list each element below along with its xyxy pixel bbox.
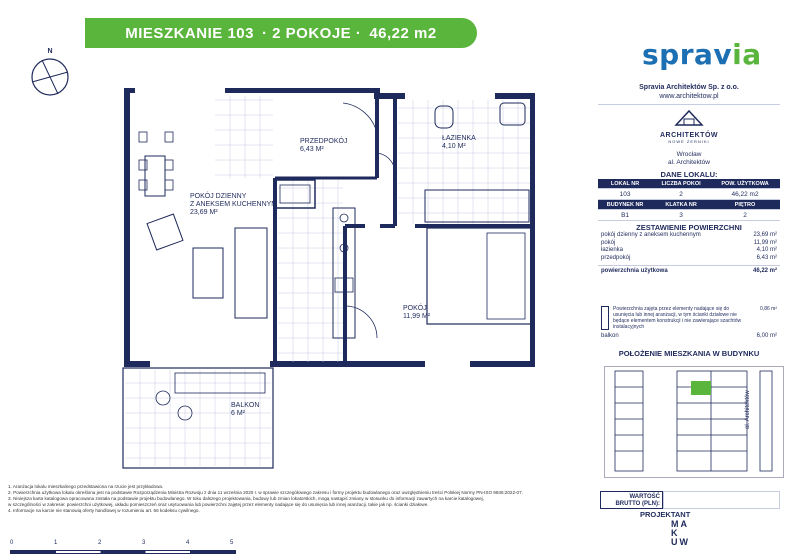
balkon-row: balkon 6,00 m²: [601, 332, 777, 339]
scale-bar: 0 1 2 3 4 5: [10, 540, 250, 556]
room-dzienny: POKÓJ DZIENNY Z ANEKSEM KUCHENNYM 23,69 M²: [190, 193, 278, 216]
spravia-logo: spravia: [642, 38, 762, 71]
partition-icon: [601, 306, 609, 330]
partitions-note: Powierzchnia zajęta przez elementy nadające się do usunięcia lub innej aranżacji, w tym ścianki działowe nie będące elementem konstrukcji i nie zawierające szachtów instalacyjnych 0,86 m²: [598, 306, 780, 330]
projektant-logo: MA K UW: [671, 519, 690, 547]
wartosc-label: WARTOŚĆ BRUTTO (PLN):: [600, 491, 663, 509]
architektow-logo: ARCHITEKTÓW NOWE ŻERNIKI: [598, 105, 780, 151]
room-lazienka: ŁAZIENKA 4,10 M²: [442, 135, 476, 150]
company-info: Spravia Architektów Sp. z o.o. www.architektow.pl: [598, 80, 780, 105]
projektant-label: PROJEKTANT: [640, 510, 691, 519]
zestawienie-title: ZESTAWIENIE POWIERZCHNI: [636, 223, 742, 232]
room-pokoj: POKÓJ 11,99 M²: [403, 305, 431, 320]
total-row: powierzchnia użytkowa 46,22 m²: [598, 265, 780, 276]
info-panel: [598, 80, 780, 358]
wartosc-value: [663, 491, 780, 509]
compass-icon: [28, 48, 72, 98]
compass-label: N: [47, 48, 53, 55]
apartment-marker: [691, 381, 711, 395]
location: Wrocław al. Architektów: [668, 151, 710, 166]
header-apartment: MIESZKANIE 103: [125, 24, 254, 42]
zestawienie-list: [598, 232, 780, 276]
list-item: pokój 11,99 m²: [601, 239, 777, 246]
list-item: przedpokój 6,43 m²: [601, 254, 777, 261]
header-area: 46,22 m2: [369, 24, 437, 42]
header-rooms: · 2 POKOJE ·: [261, 24, 362, 42]
list-item: pokój dzienny z aneksem kuchennym 23,69 m²: [601, 232, 777, 238]
list-item: łazienka 4,10 m²: [601, 247, 777, 253]
polozenie-title: POŁOŻENIE MIESZKANIA W BUDYNKU: [618, 348, 760, 358]
room-przedpokoj: PRZEDPOKÓJ 6,43 M²: [300, 138, 348, 153]
architektow-icon: [674, 109, 704, 127]
room-balkon: BALKON 6 M²: [231, 402, 260, 417]
building-plan: [604, 366, 784, 478]
apartment-header: [85, 18, 477, 48]
footnotes: 1. Aranżacja lokalu mieszkalnego przedstawiona na rzucie jest przykładowa. 2. Powierzchnia użytkowa lokalu określona jest na podstawie Rozporządzenia Ministra Rozwoju z dnia 11 września 2020 r. w sprawie szczegółowego zakresu i formy projektu budowlanego oraz uwzględnieniu treści Polskiej Normy PN-ISO 9836:2022-07. 3. Niniejsza karta katalogowa opracowana została na podstawie projektu budowlanego. W toku dalszego projektowania, budowy lub zmian lokatorskich, mogą nastąpić zmiany w stosunku do informacji zawartych na karcie katalogowej, w szczególności w zakresie: powierzchni użytkowej, układu pomieszczeń oraz usytuowania lub powierzchni zajętej przez elementy nadające się do usunięcia lub innej aranżacji, takie jak np. ścianki działowe. 4. Informacje na karcie nie stanowią oferty handlowej w rozumieniu art. 66 kodeksu cywilnego.: [8, 484, 523, 513]
dane-table: LOKAL NR LICZBA POKOI POW. UŻYTKOWA 103 2 46,22 m2 BUDYNEK NR KLATKA NR PIĘTRO B1 3 2: [598, 179, 780, 221]
dane-title: DANE LOKALU:: [660, 170, 718, 179]
building-street: al. Architektów: [745, 390, 751, 429]
